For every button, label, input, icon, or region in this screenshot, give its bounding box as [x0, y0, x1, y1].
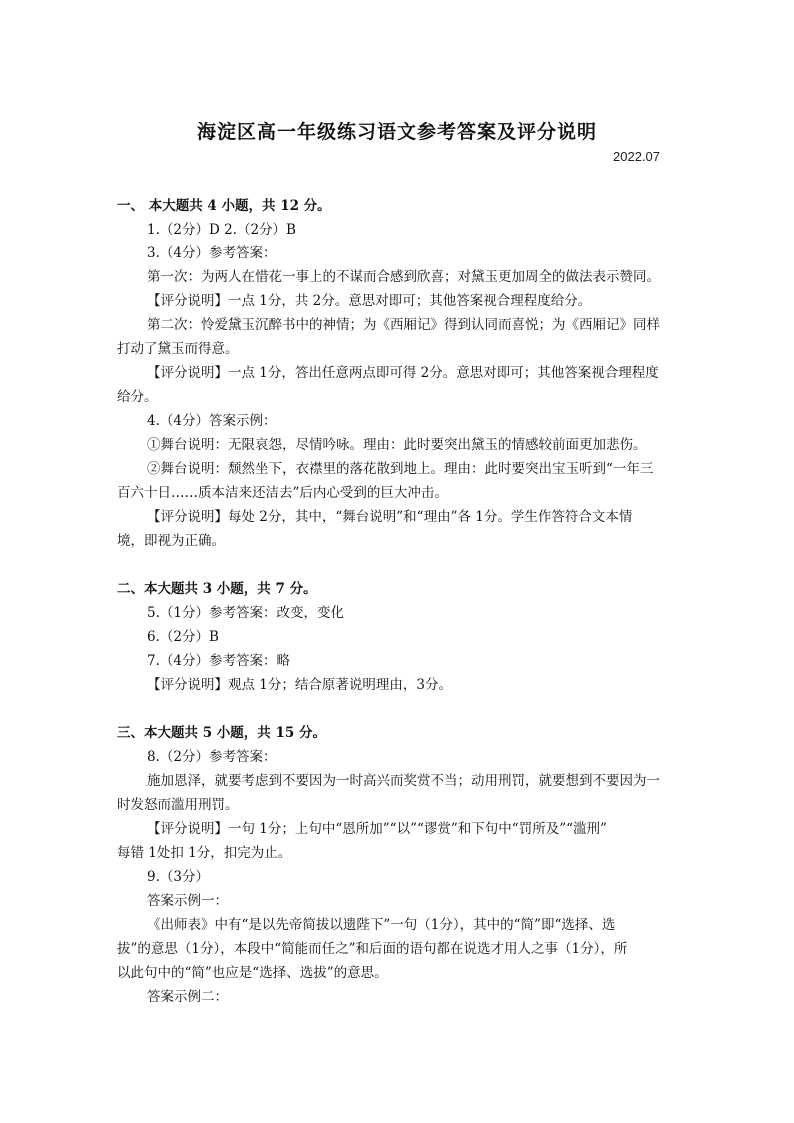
text-line: 百六十日……质本洁来还洁去”后内心受到的巨大冲击。	[117, 485, 448, 501]
text-line: 打动了黛玉而得意。	[117, 341, 239, 357]
text-line: ②舞台说明：颓然坐下，衣襟里的落花散到地上。理由：此时要突出宝玉听到“一年三	[147, 461, 654, 477]
text-line: 8.（2分）参考答案：	[147, 749, 277, 765]
document-date: 2022.07	[613, 149, 660, 164]
text-line: 5.（1分）参考答案：改变，变化	[147, 605, 344, 621]
text-line: 答案示例一：	[147, 893, 228, 909]
text-line: 1.（2分）D 2.（2分）B	[147, 222, 296, 238]
text-line: 施加恩泽，就要考虑到不要因为一时高兴而奖赏不当；动用刑罚，就要想到不要因为一	[147, 773, 660, 789]
section-heading: 二、本大题共 3 小题，共 7 分。	[117, 581, 317, 597]
text-line: 《出师表》中有“是以先帝简拔以遗陛下”一句（1分），其中的“简”即“选择、选	[147, 917, 616, 933]
text-line: 时发怒而滥用刑罚。	[117, 797, 239, 813]
text-line: 【评分说明】一点 1分，共 2分。意思对即可；其他答案视合理程度给分。	[147, 293, 592, 309]
text-line: 【评分说明】每处 2分，其中，“舞台说明”和“理由”各 1分。学生作答符合文本情	[147, 509, 633, 525]
text-line: ①舞台说明：无限哀怨，尽情吟咏。理由：此时要突出黛玉的情感较前面更加悲伤。	[147, 437, 647, 453]
text-line: 【评分说明】一句 1分；上句中“恩所加”“以”“谬赏”和下句中“罚所及”“滥刑”	[147, 821, 607, 837]
text-line: 9.（3分）	[147, 869, 209, 885]
section-heading: 一、 本大题共 4 小题，共 12 分。	[117, 198, 331, 214]
text-line: 6.（2分）B	[147, 629, 219, 645]
text-line: 给分。	[117, 389, 158, 405]
text-line: 第二次：怜爱黛玉沉醉书中的神情；为《西厢记》得到认同而喜悦；为《西厢记》同样	[147, 317, 660, 333]
document-title: 海淀区高一年级练习语文参考答案及评分说明	[196, 121, 597, 143]
text-line: 第一次：为两人在惜花一事上的不谋而合感到欣喜；对黛玉更加周全的做法表示赞同。	[147, 269, 660, 285]
text-line: 答案示例二：	[147, 989, 228, 1005]
text-line: 3.（4分）参考答案：	[147, 245, 277, 261]
text-line: 以此句中的“简”也应是“选择、选拔”的意思。	[117, 965, 388, 981]
blank-line	[117, 700, 687, 718]
blank-line	[117, 556, 687, 574]
text-line: 【评分说明】观点 1分；结合原著说明理由，3分。	[147, 677, 452, 693]
text-line: 拔”的意思（1分），本段中“简能而任之”和后面的语句都在说选才用人之事（1分），所	[117, 941, 628, 957]
text-line: 境，即视为正确。	[117, 533, 225, 549]
text-line: 7.（4分）参考答案：略	[147, 653, 290, 669]
text-line: 【评分说明】一点 1分，答出任意两点即可得 2分。意思对即可；其他答案视合理程度	[147, 365, 659, 381]
section-heading: 三、本大题共 5 小题，共 15 分。	[117, 725, 326, 741]
text-line: 4.（4分）答案示例：	[147, 413, 277, 429]
text-line: 每错 1处扣 1分，扣完为止。	[117, 845, 292, 861]
